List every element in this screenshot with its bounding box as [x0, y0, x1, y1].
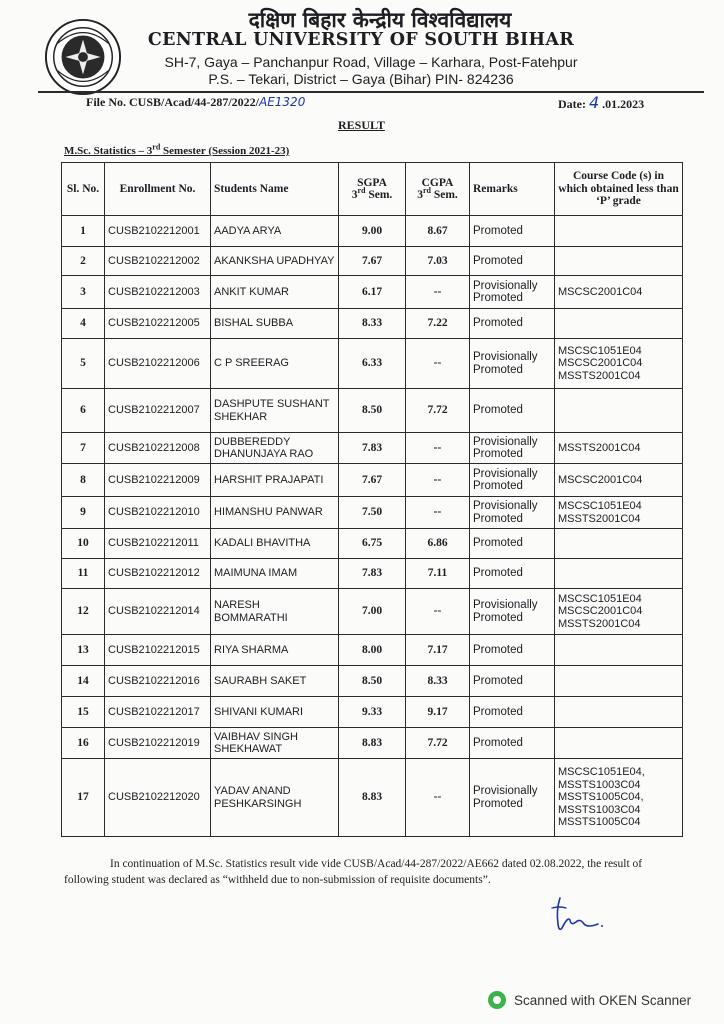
cell-sgpa: 6.75	[339, 529, 406, 559]
cell-sgpa: 9.00	[339, 216, 406, 247]
cell-student-name: RIYA SHARMA	[211, 635, 339, 666]
subtitle-sup: rd	[152, 142, 161, 152]
cell-remarks: Provisionally Promoted	[470, 759, 555, 837]
university-seal-logo	[44, 18, 122, 96]
cell-cgpa: 6.86	[406, 529, 470, 559]
cell-cgpa: 7.72	[406, 728, 470, 759]
cell-sgpa: 6.17	[339, 276, 406, 309]
header-cgpa-label: CGPA	[421, 176, 454, 189]
cell-remarks: Provisionally Promoted	[470, 497, 555, 529]
table-row	[62, 497, 683, 529]
header-sgpa	[339, 163, 406, 216]
university-name-hindi: दक्षिण बिहार केन्द्रीय विश्वविद्यालय	[248, 8, 512, 32]
document-date	[558, 93, 644, 112]
cell-cgpa: --	[406, 589, 470, 635]
table-row	[62, 759, 683, 837]
cell-sl-no: 13	[62, 635, 105, 666]
header-sgpa-tail: Sem.	[365, 189, 393, 201]
cell-course-codes: MSCSC2001C04	[555, 464, 683, 497]
cell-course-codes	[555, 247, 683, 276]
cell-student-name: BISHAL SUBBA	[211, 309, 339, 339]
table-row	[62, 309, 683, 339]
header-sl-no: Sl. No.	[62, 163, 105, 216]
cell-course-codes	[555, 666, 683, 697]
continuation-note	[64, 856, 664, 888]
cell-sl-no: 3	[62, 276, 105, 309]
cell-course-codes: MSCSC2001C04	[555, 276, 683, 309]
cell-remarks: Promoted	[470, 697, 555, 728]
cell-sl-no: 10	[62, 529, 105, 559]
handwritten-signature	[540, 890, 620, 940]
cell-enrollment: CUSB2102212005	[105, 309, 211, 339]
cell-sgpa: 7.00	[339, 589, 406, 635]
address-line-2: P.S. – Tekari, District – Gaya (Bihar) PIN- 824236	[208, 71, 514, 87]
cell-cgpa: --	[406, 464, 470, 497]
cell-remarks: Promoted	[470, 529, 555, 559]
date-label: Date:	[558, 97, 589, 111]
cell-cgpa: --	[406, 339, 470, 389]
cell-student-name: DUBBEREDDY DHANUNJAYA RAO	[211, 433, 339, 464]
cell-remarks: Promoted	[470, 666, 555, 697]
cell-enrollment: CUSB2102212016	[105, 666, 211, 697]
cell-student-name: KADALI BHAVITHA	[211, 529, 339, 559]
date-handwritten-day: 4	[588, 93, 600, 112]
cell-enrollment: CUSB2102212012	[105, 559, 211, 589]
university-name-english: CENTRAL UNIVERSITY OF SOUTH BIHAR	[147, 30, 575, 50]
scanner-logo-icon	[488, 991, 506, 1009]
cell-course-codes	[555, 559, 683, 589]
cell-cgpa: 9.17	[406, 697, 470, 728]
cell-enrollment: CUSB2102212017	[105, 697, 211, 728]
cell-student-name: YADAV ANAND PESHKARSINGH	[211, 759, 339, 837]
cell-sl-no: 9	[62, 497, 105, 529]
cell-enrollment: CUSB2102212001	[105, 216, 211, 247]
subtitle-main: M.Sc. Statistics – 3	[64, 145, 153, 157]
cell-remarks: Promoted	[470, 728, 555, 759]
cell-student-name: AADYA ARYA	[211, 216, 339, 247]
cell-course-codes: MSCSC1051E04 MSCSC2001C04 MSSTS2001C04	[555, 589, 683, 635]
cell-remarks: Promoted	[470, 559, 555, 589]
cell-remarks: Provisionally Promoted	[470, 589, 555, 635]
cell-sl-no: 4	[62, 309, 105, 339]
table-row	[62, 339, 683, 389]
result-table	[61, 162, 683, 837]
header-student-name: Students Name	[211, 163, 339, 216]
table-row	[62, 276, 683, 309]
cell-cgpa: 8.67	[406, 216, 470, 247]
cell-sl-no: 16	[62, 728, 105, 759]
cell-student-name: HIMANSHU PANWAR	[211, 497, 339, 529]
cell-sgpa: 8.33	[339, 309, 406, 339]
cell-course-codes: MSSTS2001C04	[555, 433, 683, 464]
cell-remarks: Provisionally Promoted	[470, 433, 555, 464]
cell-course-codes	[555, 697, 683, 728]
table-row	[62, 559, 683, 589]
header-course-codes: Course Code (s) in which obtained less than ‘P’ grade	[555, 163, 683, 216]
continuation-note-text: In continuation of M.Sc. Statistics result vide vide CUSB/Acad/44-287/2022/AE662 dated 02.08.2022, the result of following student was declared as “withheld due to non-submission of requisite documents”.	[64, 858, 643, 886]
cell-remarks: Provisionally Promoted	[470, 464, 555, 497]
cell-sgpa: 8.50	[339, 666, 406, 697]
cell-remarks: Promoted	[470, 247, 555, 276]
header-cgpa	[406, 163, 470, 216]
header-sgpa-sem: 3	[351, 189, 358, 201]
table-row	[62, 433, 683, 464]
cell-sl-no: 2	[62, 247, 105, 276]
cell-student-name: C P SREERAG	[211, 339, 339, 389]
cell-cgpa: --	[406, 433, 470, 464]
cell-course-codes: MSCSC1051E04, MSSTS1003C04 MSSTS1005C04, MSSTS1003C04 MSSTS1005C04	[555, 759, 683, 837]
table-header-row	[62, 163, 683, 216]
cell-student-name: HARSHIT PRAJAPATI	[211, 464, 339, 497]
cell-course-codes: MSCSC1051E04 MSCSC2001C04 MSSTS2001C04	[555, 339, 683, 389]
date-rest: .01.2023	[599, 97, 645, 111]
header-sgpa-label: SGPA	[357, 176, 387, 189]
cell-cgpa: 7.03	[406, 247, 470, 276]
cell-sgpa: 8.83	[339, 759, 406, 837]
cell-sgpa: 8.83	[339, 728, 406, 759]
programme-subtitle	[64, 142, 290, 157]
cell-sgpa: 7.83	[339, 559, 406, 589]
table-row	[62, 247, 683, 276]
header-cgpa-sem: 3	[417, 189, 423, 201]
cell-sl-no: 6	[62, 389, 105, 433]
cell-remarks: Promoted	[470, 309, 555, 339]
cell-cgpa: --	[406, 497, 470, 529]
cell-student-name: AKANKSHA UPADHYAY	[211, 247, 339, 276]
table-row	[62, 635, 683, 666]
cell-enrollment: CUSB2102212019	[105, 728, 211, 759]
cell-student-name: ANKIT KUMAR	[211, 276, 339, 309]
cell-cgpa: 7.22	[406, 309, 470, 339]
cell-sl-no: 1	[62, 216, 105, 247]
cell-enrollment: CUSB2102212009	[105, 464, 211, 497]
cell-remarks: Promoted	[470, 216, 555, 247]
header-cgpa-sup: rd	[422, 186, 431, 196]
cell-sl-no: 11	[62, 559, 105, 589]
file-number	[86, 95, 305, 110]
table-row	[62, 389, 683, 433]
cell-sl-no: 12	[62, 589, 105, 635]
cell-course-codes	[555, 728, 683, 759]
cell-enrollment: CUSB2102212011	[105, 529, 211, 559]
cell-sgpa: 6.33	[339, 339, 406, 389]
cell-remarks: Provisionally Promoted	[470, 339, 555, 389]
scanner-watermark	[488, 991, 691, 1009]
cell-course-codes: MSCSC1051E04 MSSTS2001C04	[555, 497, 683, 529]
cell-sl-no: 15	[62, 697, 105, 728]
result-heading: RESULT	[338, 118, 385, 132]
cell-enrollment: CUSB2102212014	[105, 589, 211, 635]
cell-sl-no: 14	[62, 666, 105, 697]
cell-sgpa: 7.67	[339, 247, 406, 276]
cell-enrollment: CUSB2102212007	[105, 389, 211, 433]
cell-student-name: MAIMUNA IMAM	[211, 559, 339, 589]
address-line-1: SH-7, Gaya – Panchanpur Road, Village – Karhara, Post-Fatehpur	[164, 54, 578, 70]
cell-sgpa: 8.50	[339, 389, 406, 433]
cell-student-name: NARESH BOMMARATHI	[211, 589, 339, 635]
cell-sgpa: 7.83	[339, 433, 406, 464]
file-number-prefix: File No. CUSB/Acad/44-287/2022/	[86, 95, 259, 109]
cell-enrollment: CUSB2102212006	[105, 339, 211, 389]
table-row	[62, 529, 683, 559]
header-sgpa-sup: rd	[357, 186, 366, 196]
cell-enrollment: CUSB2102212010	[105, 497, 211, 529]
cell-enrollment: CUSB2102212015	[105, 635, 211, 666]
cell-student-name: DASHPUTE SUSHANT SHEKHAR	[211, 389, 339, 433]
cell-sgpa: 7.50	[339, 497, 406, 529]
cell-cgpa: --	[406, 276, 470, 309]
cell-student-name: SAURABH SAKET	[211, 666, 339, 697]
file-number-handwritten: AE1320	[259, 95, 306, 109]
cell-cgpa: 7.72	[406, 389, 470, 433]
cell-course-codes	[555, 389, 683, 433]
cell-sgpa: 7.67	[339, 464, 406, 497]
cell-cgpa: 7.11	[406, 559, 470, 589]
cell-student-name: VAIBHAV SINGH SHEKHAWAT	[211, 728, 339, 759]
cell-sl-no: 8	[62, 464, 105, 497]
table-row	[62, 216, 683, 247]
cell-course-codes	[555, 216, 683, 247]
cell-enrollment: CUSB2102212003	[105, 276, 211, 309]
cell-cgpa: 7.17	[406, 635, 470, 666]
cell-cgpa: 8.33	[406, 666, 470, 697]
cell-enrollment: CUSB2102212008	[105, 433, 211, 464]
header-remarks: Remarks	[470, 163, 555, 216]
cell-remarks: Provisionally Promoted	[470, 276, 555, 309]
cell-sl-no: 17	[62, 759, 105, 837]
table-row	[62, 697, 683, 728]
cell-student-name: SHIVANI KUMARI	[211, 697, 339, 728]
cell-enrollment: CUSB2102212020	[105, 759, 211, 837]
cell-course-codes	[555, 309, 683, 339]
scanner-watermark-text: Scanned with OKEN Scanner	[514, 992, 692, 1008]
table-row	[62, 666, 683, 697]
subtitle-rest: Semester (Session 2021-23)	[160, 145, 290, 157]
table-row	[62, 728, 683, 759]
cell-cgpa: --	[406, 759, 470, 837]
cell-sgpa: 9.33	[339, 697, 406, 728]
cell-course-codes	[555, 635, 683, 666]
cell-course-codes	[555, 529, 683, 559]
header-enrollment: Enrollment No.	[105, 163, 211, 216]
cell-remarks: Promoted	[470, 635, 555, 666]
cell-sl-no: 7	[62, 433, 105, 464]
cell-sl-no: 5	[62, 339, 105, 389]
table-row	[62, 589, 683, 635]
cell-sgpa: 8.00	[339, 635, 406, 666]
header-cgpa-tail: Sem.	[430, 189, 458, 201]
cell-enrollment: CUSB2102212002	[105, 247, 211, 276]
table-row	[62, 464, 683, 497]
cell-remarks: Promoted	[470, 389, 555, 433]
